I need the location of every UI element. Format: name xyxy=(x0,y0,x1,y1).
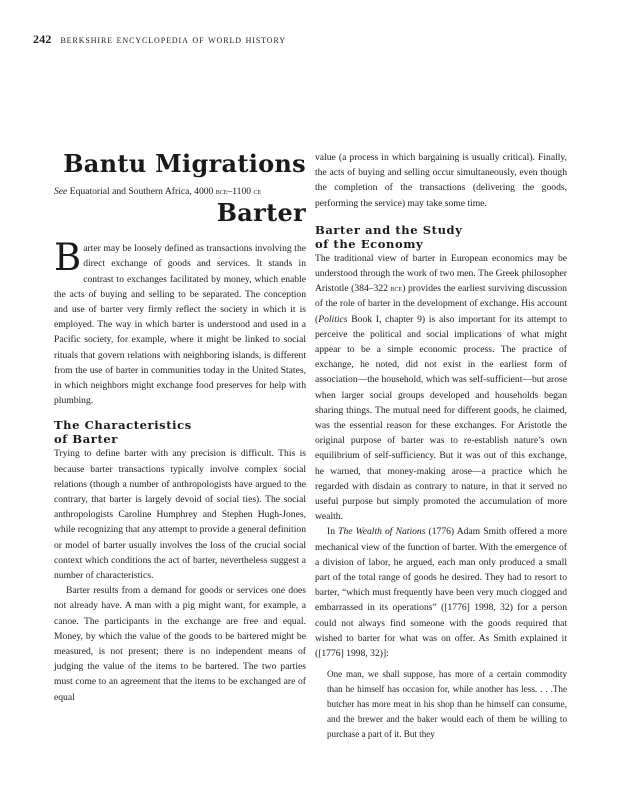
right-column xyxy=(315,150,567,742)
continuation-paragraph: value (a process in which bargaining is usually critical). Finally, the acts of buying and selling occur simultaneously, even though the completion of the transactions (delivering the goods, performing the service) may take some time. xyxy=(315,152,567,209)
smith-quote: One man, we shall suppose, has more of a certain commodity than he himself has occasion for, while another has less. . . .The butcher has more meat in his shop than he himself can consume, and the brewer and the baker would each of them be willing to purchase a part of it. But they xyxy=(327,669,567,740)
publication-title: berkshire encyclopedia of world history xyxy=(60,34,286,46)
see-also-reference xyxy=(54,184,306,199)
see-also-link[interactable]: Equatorial and Southern Africa, 4000 bce–1100 ce xyxy=(69,186,262,197)
drop-cap: B xyxy=(54,236,82,280)
page-number: 242 xyxy=(33,32,52,46)
characteristics-heading: The Characteristics of Barter xyxy=(54,418,192,447)
economy-paragraph-1: The traditional view of barter in European economics may be understood through the work of two men. The Greek philosopher Aristotle (384–322 bce) provides the earliest surviving discussion of the role of barter in the development of exchange. His account (Politics Book I, chapter 9) is also important for its attempt to perceive the political and social implications of what might appear to be a simple economic process. The practice of exchange, he noted, did not exist in the earliest form of association—the household, which was self-sufficient—but arose when larger social groups developed and households began sharing things. The mutual need for different goods, he claimed, was the essential reason for these exchanges. For Aristotle the original purpose of barter was to re-establish nature’s own equilibrium of self-sufficiency. But it was out of this exchange, he warned, that money-making arose—a practice which he regarded with disdain as contrary to nature, in that it served no useful purpose but simply promoted the accumulation of more wealth. xyxy=(315,252,567,523)
left-column xyxy=(54,150,306,705)
barter-title: Barter xyxy=(216,198,306,228)
characteristics-paragraph-2: Barter results from a demand for goods or services one does not already have. A man with a pig might want, for example, a canoe. The participants in the exchange are free and equal. Money, by which the value of the goods to be bartered might be measured, is not present; there is no independent means of judging the value of the items to be bartered. The two parties must come to an agreement that the items to be exchanged are of equal xyxy=(54,585,306,703)
economy-paragraph-2: In The Wealth of Nations (1776) Adam Smith offered a more mechanical view of the function of barter. With the emergence of a division of labor, he argued, each man only produced a small part of the total range of goods he desired. They had to resort to barter, “which must frequently have been very much clogged and embarrassed in its operations” ([1776] 1998, 32) for a person could not always find someone with the goods required that wished to barter for what was on offer. As Smith explained it ([1776] 1998, 32)]: xyxy=(315,526,567,660)
barter-intro: Barter may be loosely defined as transactions involving the direct exchange of goods and services. It stands in contrast to exchanges facilitated by money, which enable the acts of buying and selling to be separated. The conception and use of barter very firmly reflect the society in which it is employed. The way in which barter is understood and used in a Pacific society, for example, where it might be linked to social rituals that govern relations with neighboring islands, is different from the use of barter in communities today in the United States, in which neighbors might exchange food preserves for help with plumbing. xyxy=(54,236,306,407)
economy-heading: Barter and the Study of the Economy xyxy=(315,222,463,251)
see-label: See xyxy=(54,186,68,197)
bantu-migrations-title: Bantu Migrations xyxy=(63,149,306,178)
characteristics-paragraph-1: Trying to define barter with any precision is difficult. This is because barter transactions typically involve complex social relations (though a number of anthropologists have argued to the contrary, that barter is largely devoid of social ties). The social anthropologists Caroline Humphrey and Stephen Hugh-Jones, while recognizing that any attempt to provide a general definition or model of barter usually involves the loss of the crucial social context which conditions the act of barter, nevertheless suggest a number of characteristics. xyxy=(54,448,306,582)
running-head xyxy=(33,32,593,47)
